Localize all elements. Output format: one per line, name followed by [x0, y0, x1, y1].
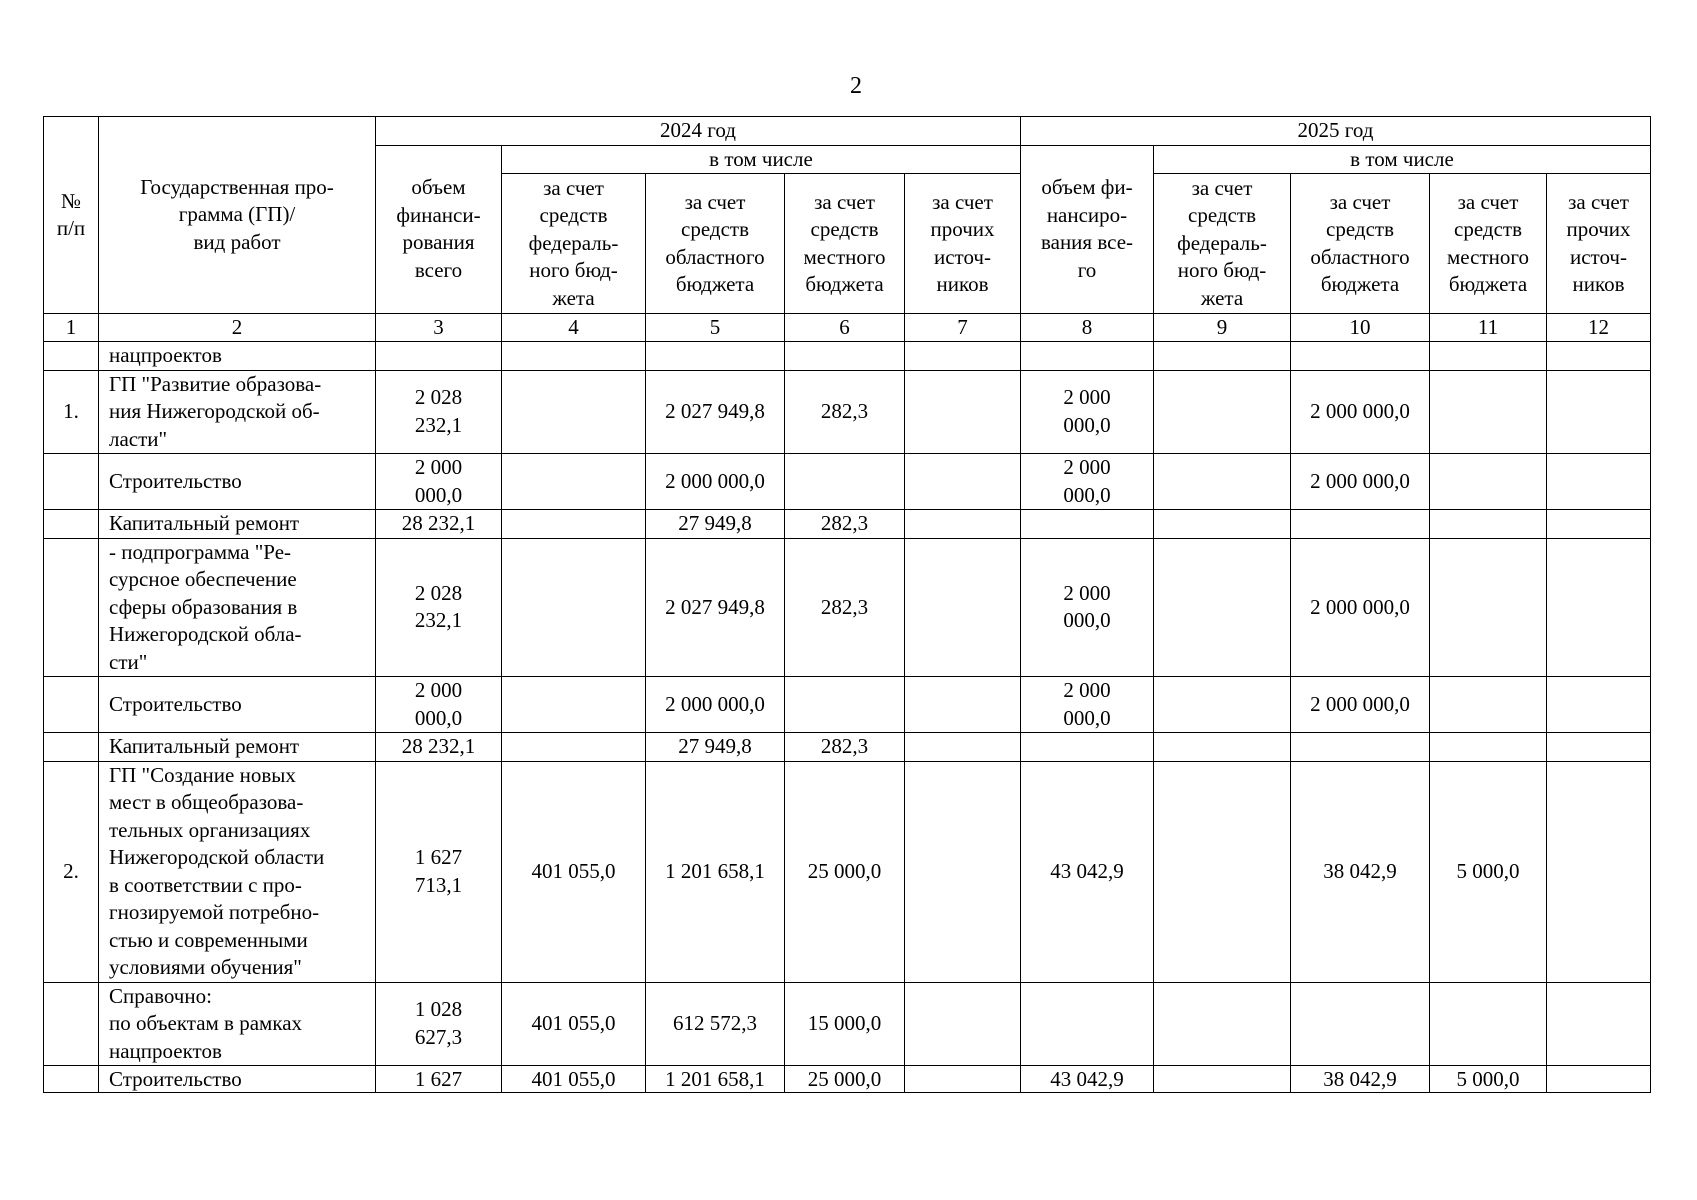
local-2025-cell: [1430, 733, 1547, 762]
federal-2024-cell: [502, 733, 646, 762]
total-2025-cell: [1021, 733, 1154, 762]
other-2025-cell: [1547, 538, 1651, 677]
federal-2025-cell: [1154, 342, 1291, 371]
header-2025-regional: за счет средств областного бюджета: [1291, 174, 1430, 314]
total-2025-cell: [1021, 342, 1154, 371]
program-name-cell: Справочно: по объектам в рамках нацпроектов: [99, 982, 376, 1066]
other-2024-cell: [905, 733, 1021, 762]
header-2024-federal: за счет средств федераль- ного бюд- жета: [502, 174, 646, 314]
total-2025-cell: [1021, 982, 1154, 1066]
other-2025-cell: [1547, 454, 1651, 510]
program-name-cell: Строительство: [99, 677, 376, 733]
federal-2025-cell: [1154, 370, 1291, 454]
total-2025-cell: 43 042,9: [1021, 1066, 1154, 1093]
local-2024-cell: 282,3: [785, 538, 905, 677]
total-2025-cell: 2 000 000,0: [1021, 454, 1154, 510]
table-row: [44, 733, 1651, 762]
other-2024-cell: [905, 454, 1021, 510]
local-2024-cell: 15 000,0: [785, 982, 905, 1066]
federal-2024-cell: [502, 342, 646, 371]
table-row: [44, 510, 1651, 539]
header-program: Государственная про- грамма (ГП)/ вид работ: [99, 117, 376, 314]
total-2025-cell: [1021, 510, 1154, 539]
column-number: 5: [646, 314, 785, 342]
program-name-cell: Капитальный ремонт: [99, 733, 376, 762]
column-number: 12: [1547, 314, 1651, 342]
other-2025-cell: [1547, 342, 1651, 371]
table-body: [44, 342, 1651, 1093]
regional-2024-cell: 1 201 658,1: [646, 1066, 785, 1093]
table-row: [44, 538, 1651, 677]
local-2024-cell: 282,3: [785, 510, 905, 539]
other-2025-cell: [1547, 982, 1651, 1066]
local-2025-cell: 5 000,0: [1430, 761, 1547, 982]
column-number: 3: [376, 314, 502, 342]
other-2025-cell: [1547, 761, 1651, 982]
row-number-cell: [44, 454, 99, 510]
row-number-cell: [44, 510, 99, 539]
regional-2025-cell: 38 042,9: [1291, 1066, 1430, 1093]
total-2025-cell: 2 000 000,0: [1021, 538, 1154, 677]
regional-2024-cell: [646, 342, 785, 371]
header-2024-total: объем финанси- рования всего: [376, 145, 502, 314]
column-number: 1: [44, 314, 99, 342]
header-2024-regional: за счет средств областного бюджета: [646, 174, 785, 314]
local-2024-cell: [785, 342, 905, 371]
program-name-cell: ГП "Создание новых мест в общеобразова- тельных организациях Нижегородской области в соответствии с про- гнозируемой потребно- стью и современными условиями обучения": [99, 761, 376, 982]
regional-2025-cell: 2 000 000,0: [1291, 454, 1430, 510]
row-number-cell: [44, 1066, 99, 1093]
regional-2025-cell: [1291, 510, 1430, 539]
column-number-row: [44, 314, 1651, 342]
other-2025-cell: [1547, 510, 1651, 539]
regional-2024-cell: 2 000 000,0: [646, 454, 785, 510]
federal-2025-cell: [1154, 733, 1291, 762]
regional-2025-cell: 2 000 000,0: [1291, 677, 1430, 733]
header-num: № п/п: [44, 117, 99, 314]
header-2025-local: за счет средств местного бюджета: [1430, 174, 1547, 314]
regional-2024-cell: 2 027 949,8: [646, 538, 785, 677]
table-row: [44, 982, 1651, 1066]
total-2024-cell: 1 627 713,1: [376, 761, 502, 982]
federal-2024-cell: 401 055,0: [502, 982, 646, 1066]
total-2024-cell: 1 028 627,3: [376, 982, 502, 1066]
row-number-cell: 2.: [44, 761, 99, 982]
other-2024-cell: [905, 510, 1021, 539]
regional-2025-cell: [1291, 733, 1430, 762]
federal-2025-cell: [1154, 1066, 1291, 1093]
page-number: 2: [850, 73, 862, 99]
table-row: [44, 1066, 1651, 1093]
local-2025-cell: [1430, 677, 1547, 733]
other-2024-cell: [905, 1066, 1021, 1093]
total-2024-cell: 1 627: [376, 1066, 502, 1093]
total-2024-cell: 2 028 232,1: [376, 538, 502, 677]
header-2025-federal: за счет средств федераль- ного бюд- жета: [1154, 174, 1291, 314]
header-year-2024: 2024 год: [376, 117, 1021, 146]
local-2025-cell: [1430, 342, 1547, 371]
federal-2024-cell: [502, 370, 646, 454]
federal-2024-cell: [502, 510, 646, 539]
federal-2024-cell: [502, 677, 646, 733]
other-2025-cell: [1547, 677, 1651, 733]
federal-2025-cell: [1154, 761, 1291, 982]
table-row: [44, 761, 1651, 982]
header-2025-including: в том числе: [1154, 145, 1651, 174]
program-name-cell: - подпрограмма "Ре- сурсное обеспечение сферы образования в Нижегородской обла- сти": [99, 538, 376, 677]
local-2025-cell: [1430, 982, 1547, 1066]
table-row: [44, 342, 1651, 371]
federal-2025-cell: [1154, 454, 1291, 510]
table-row: [44, 677, 1651, 733]
regional-2025-cell: [1291, 982, 1430, 1066]
table-row: [44, 370, 1651, 454]
total-2024-cell: 2 000 000,0: [376, 677, 502, 733]
header-2025-other: за счет прочих источ- ников: [1547, 174, 1651, 314]
other-2025-cell: [1547, 370, 1651, 454]
program-name-cell: ГП "Развитие образова- ния Нижегородской об- ласти": [99, 370, 376, 454]
header-2024-local: за счет средств местного бюджета: [785, 174, 905, 314]
federal-2024-cell: 401 055,0: [502, 761, 646, 982]
column-number: 10: [1291, 314, 1430, 342]
header-2024-including: в том числе: [502, 145, 1021, 174]
row-number-cell: [44, 982, 99, 1066]
regional-2024-cell: 2 000 000,0: [646, 677, 785, 733]
table-row: [44, 454, 1651, 510]
row-number-cell: [44, 538, 99, 677]
total-2025-cell: 2 000 000,0: [1021, 677, 1154, 733]
total-2024-cell: [376, 342, 502, 371]
other-2025-cell: [1547, 733, 1651, 762]
regional-2025-cell: 38 042,9: [1291, 761, 1430, 982]
local-2024-cell: 25 000,0: [785, 1066, 905, 1093]
other-2025-cell: [1547, 1066, 1651, 1093]
regional-2025-cell: 2 000 000,0: [1291, 370, 1430, 454]
regional-2025-cell: [1291, 342, 1430, 371]
federal-2025-cell: [1154, 510, 1291, 539]
total-2024-cell: 28 232,1: [376, 510, 502, 539]
local-2024-cell: [785, 677, 905, 733]
header-2024-other: за счет прочих источ- ников: [905, 174, 1021, 314]
federal-2024-cell: 401 055,0: [502, 1066, 646, 1093]
header-year-2025: 2025 год: [1021, 117, 1651, 146]
regional-2024-cell: 2 027 949,8: [646, 370, 785, 454]
total-2025-cell: 43 042,9: [1021, 761, 1154, 982]
row-number-cell: [44, 677, 99, 733]
program-name-cell: Строительство: [99, 454, 376, 510]
federal-2024-cell: [502, 538, 646, 677]
program-name-cell: Капитальный ремонт: [99, 510, 376, 539]
column-number: 8: [1021, 314, 1154, 342]
federal-2024-cell: [502, 454, 646, 510]
local-2025-cell: [1430, 370, 1547, 454]
total-2024-cell: 2 028 232,1: [376, 370, 502, 454]
row-number-cell: [44, 733, 99, 762]
program-name-cell: нацпроектов: [99, 342, 376, 371]
other-2024-cell: [905, 982, 1021, 1066]
column-number: 2: [99, 314, 376, 342]
regional-2024-cell: 27 949,8: [646, 733, 785, 762]
federal-2025-cell: [1154, 982, 1291, 1066]
local-2024-cell: [785, 454, 905, 510]
column-number: 9: [1154, 314, 1291, 342]
column-number: 11: [1430, 314, 1547, 342]
program-name-cell: Строительство: [99, 1066, 376, 1093]
total-2025-cell: 2 000 000,0: [1021, 370, 1154, 454]
local-2024-cell: 282,3: [785, 733, 905, 762]
local-2025-cell: [1430, 454, 1547, 510]
federal-2025-cell: [1154, 677, 1291, 733]
local-2024-cell: 282,3: [785, 370, 905, 454]
local-2025-cell: [1430, 538, 1547, 677]
total-2024-cell: 2 000 000,0: [376, 454, 502, 510]
local-2025-cell: 5 000,0: [1430, 1066, 1547, 1093]
other-2024-cell: [905, 342, 1021, 371]
regional-2024-cell: 27 949,8: [646, 510, 785, 539]
budget-table: [43, 116, 1651, 1093]
federal-2025-cell: [1154, 538, 1291, 677]
row-number-cell: [44, 342, 99, 371]
column-number: 6: [785, 314, 905, 342]
regional-2025-cell: 2 000 000,0: [1291, 538, 1430, 677]
column-number: 7: [905, 314, 1021, 342]
other-2024-cell: [905, 677, 1021, 733]
local-2024-cell: 25 000,0: [785, 761, 905, 982]
row-number-cell: 1.: [44, 370, 99, 454]
regional-2024-cell: 1 201 658,1: [646, 761, 785, 982]
other-2024-cell: [905, 370, 1021, 454]
regional-2024-cell: 612 572,3: [646, 982, 785, 1066]
other-2024-cell: [905, 761, 1021, 982]
column-number: 4: [502, 314, 646, 342]
other-2024-cell: [905, 538, 1021, 677]
local-2025-cell: [1430, 510, 1547, 539]
total-2024-cell: 28 232,1: [376, 733, 502, 762]
header-2025-total: объем фи- нансиро- вания все- го: [1021, 145, 1154, 314]
